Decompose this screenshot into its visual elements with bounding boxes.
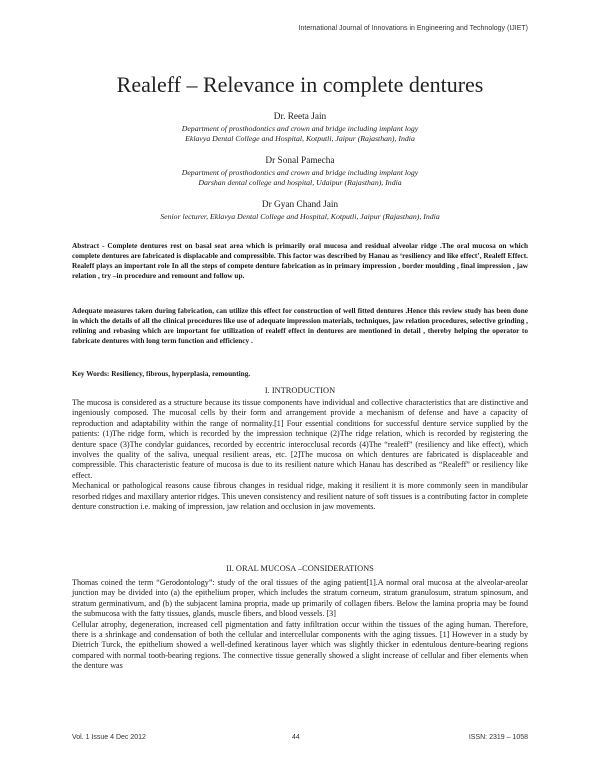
- journal-header: International Journal of Innovations in Engineering and Technology (IJIET): [298, 25, 528, 32]
- author-name: Dr Gyan Chand Jain: [261, 200, 339, 210]
- body-paragraph: The mucosa is considered as a structure because its tissue components have individual and collective characteristics that are distinctive and ingeniously composed. The mucosal cells by their form and arrangement provide a mechanism of defense and have a capacity of reproduction and adaptability within the range of normality.[1] Four essential conditions for successful denture service supplied by the patients: (1)The ridge form, which is recorded by the impression technique (2)The ridge relation, which is recorded by registering the denture space (3)The condylar guidances, recorded by eccentric interocclusal records (4)The “realeff” (resiliency and like effect), which involves the quality of the saliva, unequal resilient areas, etc. [2]The mucosa on which dentures are fabricated is displaceable and compressible. This characteristic feature of mucosa is due to its resilient nature which Hanau has described as “Realeff” or resiliency like effect.: [72, 398, 528, 480]
- page-footer: [72, 734, 528, 744]
- body-paragraph: Thomas coined the term “Gerodontology”: study of the oral tissues of the aging patient[1].A normal oral mucosa at the alveolar-areolar junction may be divided into (a) the epithelium proper, which includes the stratum corneum, stratum granulosum, stratum spinosum, and stratum germinativum, and (b) the subjacent lamina propria, made up primarily of collagen fibers. Below the lamina propria may be found the submucosa with the fatty tissues, glands, muscle fibers, and blood vessels. [3]: [72, 578, 528, 619]
- abstract-paragraph: Adequate measures taken during fabrication, can utilize this effect for construction of well fitted dentures .Hence this review study has been done in which the details of all the clinical procedures like use of adequate impression materials, techniques, jaw relation procedures, selective grinding , relining and rebasing which are important for utilization of realeff effect in dentures are mentioned in detail , thereby helping the operator to fabricate dentures with long term function and efficiency .: [72, 306, 528, 345]
- author-affiliation: Department of prosthodontics and crown and bridge including implant logy: [181, 124, 419, 133]
- author-affiliation: Eklavya Dental College and Hospital, Kotputli, Jaipur (Rajasthan), India: [185, 134, 415, 143]
- section-heading: I. INTRODUCTION: [264, 386, 336, 395]
- keywords: Key Words: Resiliency, fibrous, hyperplasia, remounting.: [72, 369, 251, 378]
- abstract-paragraph: Abstract - Complete dentures rest on basal seat area which is primarily oral mucosa and residual alveolar ridge .The oral mucosa on which complete dentures are fabricated is displacable and compressible. This factor was described by Hanau as ‘resiliency and like effect’, Realeff Effect. Realeff plays an important role In all the steps of compete denture fabrication as in primary impression , border moulding , final impression , jaw relation , try –in procedure and remount and follow up.: [72, 241, 528, 280]
- author-block: [0, 200, 600, 222]
- author-name: Dr. Reeta Jain: [273, 112, 327, 122]
- author-affiliation: Department of prosthodontics and crown and bridge including implant logy: [181, 168, 419, 177]
- author-name: Dr Sonal Pamecha: [265, 156, 335, 166]
- author-affiliation: Darshan dental college and hospital, Udaipur (Rajasthan), India: [198, 178, 402, 187]
- footer-volume: Vol. 1 Issue 4 Dec 2012: [72, 734, 146, 741]
- body-paragraph: Mechanical or pathological reasons cause fibrous changes in residual ridge, making it resilient it is more commonly seen in mandibular resorbed ridges and maxillary anterior ridges. This uneven consistency and resilient nature of soft tissues is a contributing factor in complete denture construction i.e. making of impression, jaw relation and occlusion in jaw movements.: [72, 481, 528, 512]
- section-body: [72, 398, 528, 512]
- section-heading: II. ORAL MUCOSA –CONSIDERATIONS: [226, 564, 374, 573]
- body-paragraph: Cellular atrophy, degeneration, increased cell pigmentation and fatty infiltration occur within the tissues of the aging human. Therefore, there is a shrinkage and condensation of both the cellular and intercellular components with the aging tissues. [1] However in a study by Dietrich Turck, the epithelium showed a well-defined keratinous layer which was slightly thicker in edentulous denture-bearing regions compared with normal tooth-bearing regions. The connective tissue generally showed a slight increase of cellular and fiber elements when the denture was: [72, 619, 528, 671]
- author-block: [0, 112, 600, 144]
- author-block: [0, 156, 600, 188]
- footer-issn: ISSN: 2319 – 1058: [468, 734, 528, 741]
- paper-title: Realeff – Relevance in complete dentures: [116, 72, 484, 97]
- author-affiliation: Senior lecturer, Eklavya Dental College and Hospital, Kotputli, Jaipur (Rajasthan), India: [160, 212, 440, 221]
- section-body: [72, 578, 528, 672]
- page-number: 44: [292, 734, 300, 741]
